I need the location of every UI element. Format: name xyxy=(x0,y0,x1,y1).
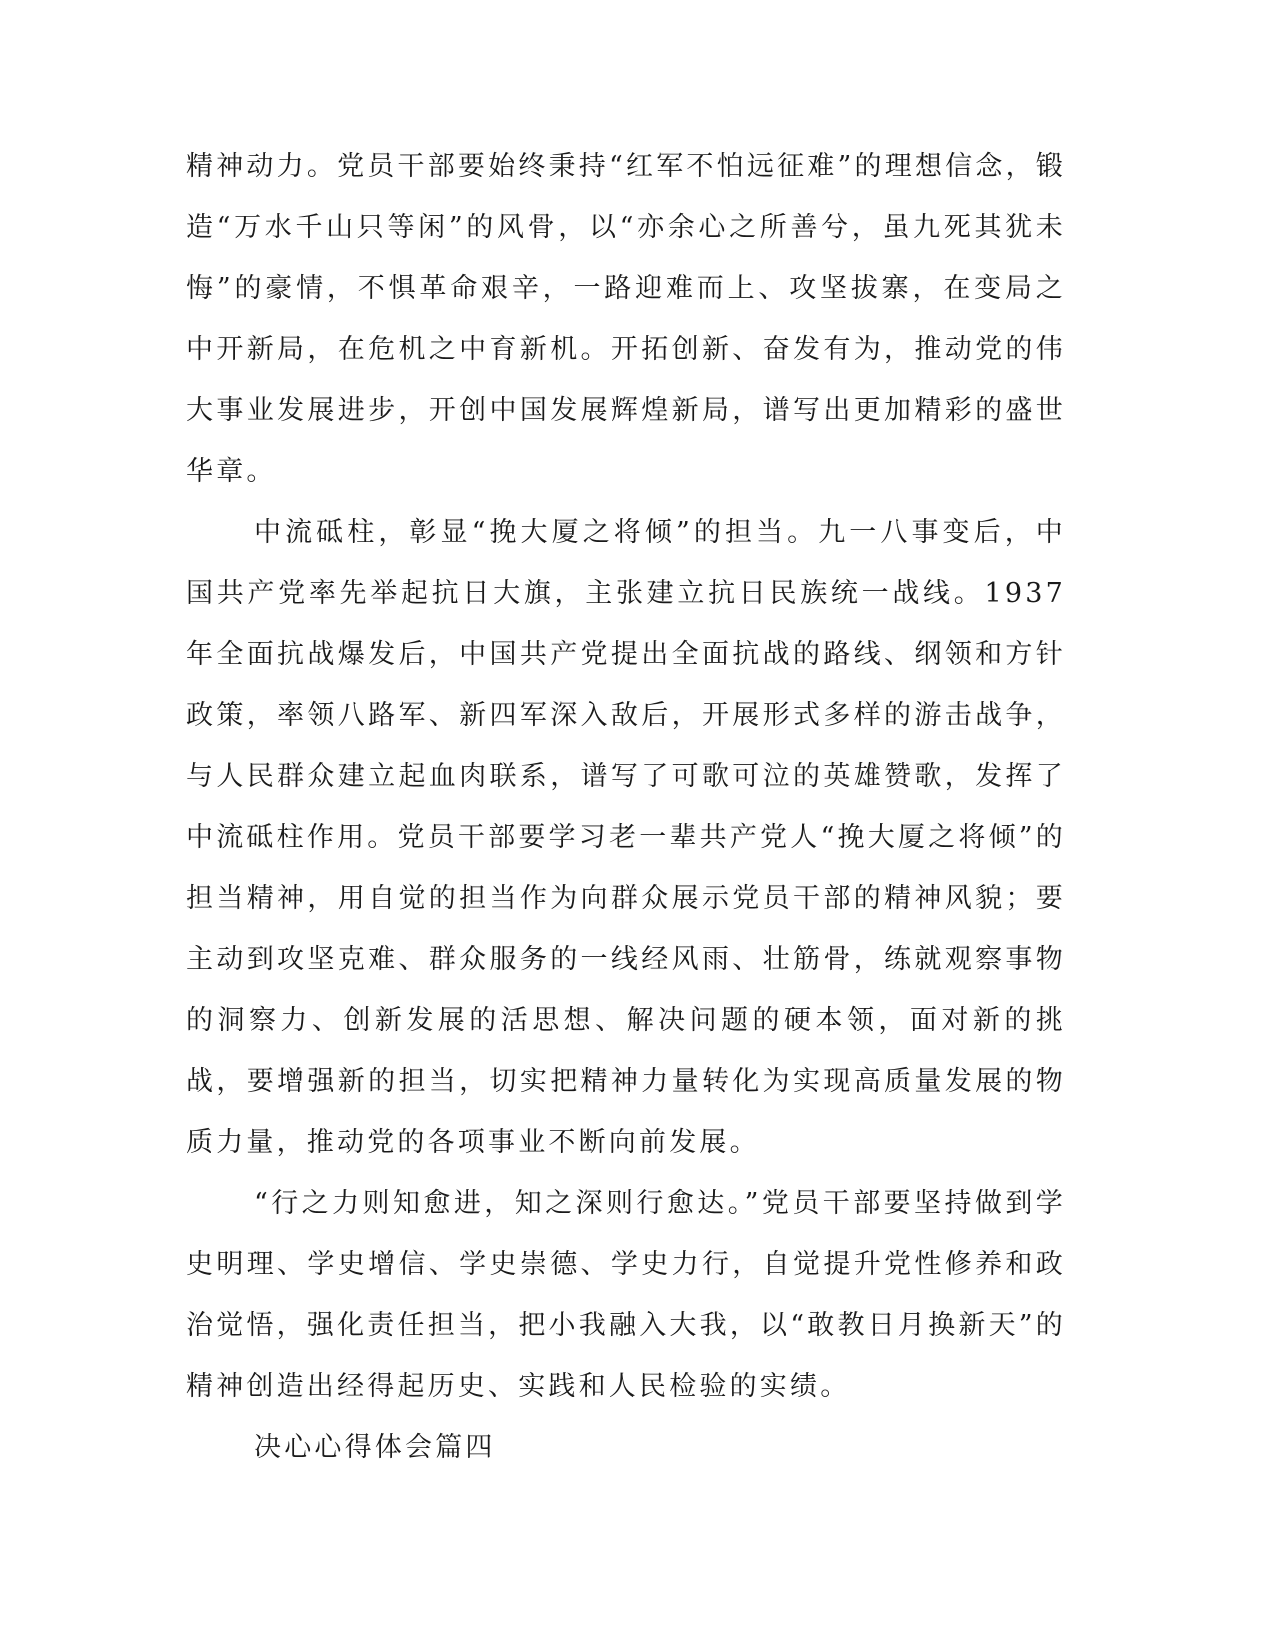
section-heading: 决心心得体会篇四 xyxy=(254,1432,496,1463)
paragraph-continuation: 精神动力。党员干部要始终秉持“红军不怕远征难”的理想信念，锻造“万水千山只等闲”的风骨，以“亦余心之所善兮，虽九死其犹未悔”的豪情，不惧革命艰辛，一路迎难而上、攻坚拔寨，在变局之中开新局，在危机之中育新机。开拓创新、奋发有为，推动党的伟大事业发展进步，开创中国发展辉煌新局，谱写出更加精彩的盛世华章。 xyxy=(186,151,1066,487)
document-body xyxy=(186,136,1066,1478)
paragraph-conclusion: “行之力则知愈进，知之深则行愈达。”党员干部要坚持做到学史明理、学史增信、学史崇德、学史力行，自觉提升党性修养和政治觉悟，强化责任担当，把小我融入大我，以“敢教日月换新天”的精神创造出经得起历史、实践和人民检验的实绩。 xyxy=(186,1188,1066,1402)
paragraph-mainstay: 中流砥柱，彰显“挽大厦之将倾”的担当。九一八事变后，中国共产党率先举起抗日大旗，主张建立抗日民族统一战线。1937 年全面抗战爆发后，中国共产党提出全面抗战的路线、纲领和方针政策，率领八路军、新四军深入敌后，开展形式多样的游击战争，与人民群众建立起血肉联系，谱写了可歌可泣的英雄赞歌，发挥了中流砥柱作用。党员干部要学习老一辈共产党人“挽大厦之将倾”的担当精神，用自觉的担当作为向群众展示党员干部的精神风貌；要主动到攻坚克难、群众服务的一线经风雨、壮筋骨，练就观察事物的洞察力、创新发展的活思想、解决问题的硬本领，面对新的挑战，要增强新的担当，切实把精神力量转化为实现高质量发展的物质力量，推动党的各项事业不断向前发展。 xyxy=(186,517,1066,1158)
